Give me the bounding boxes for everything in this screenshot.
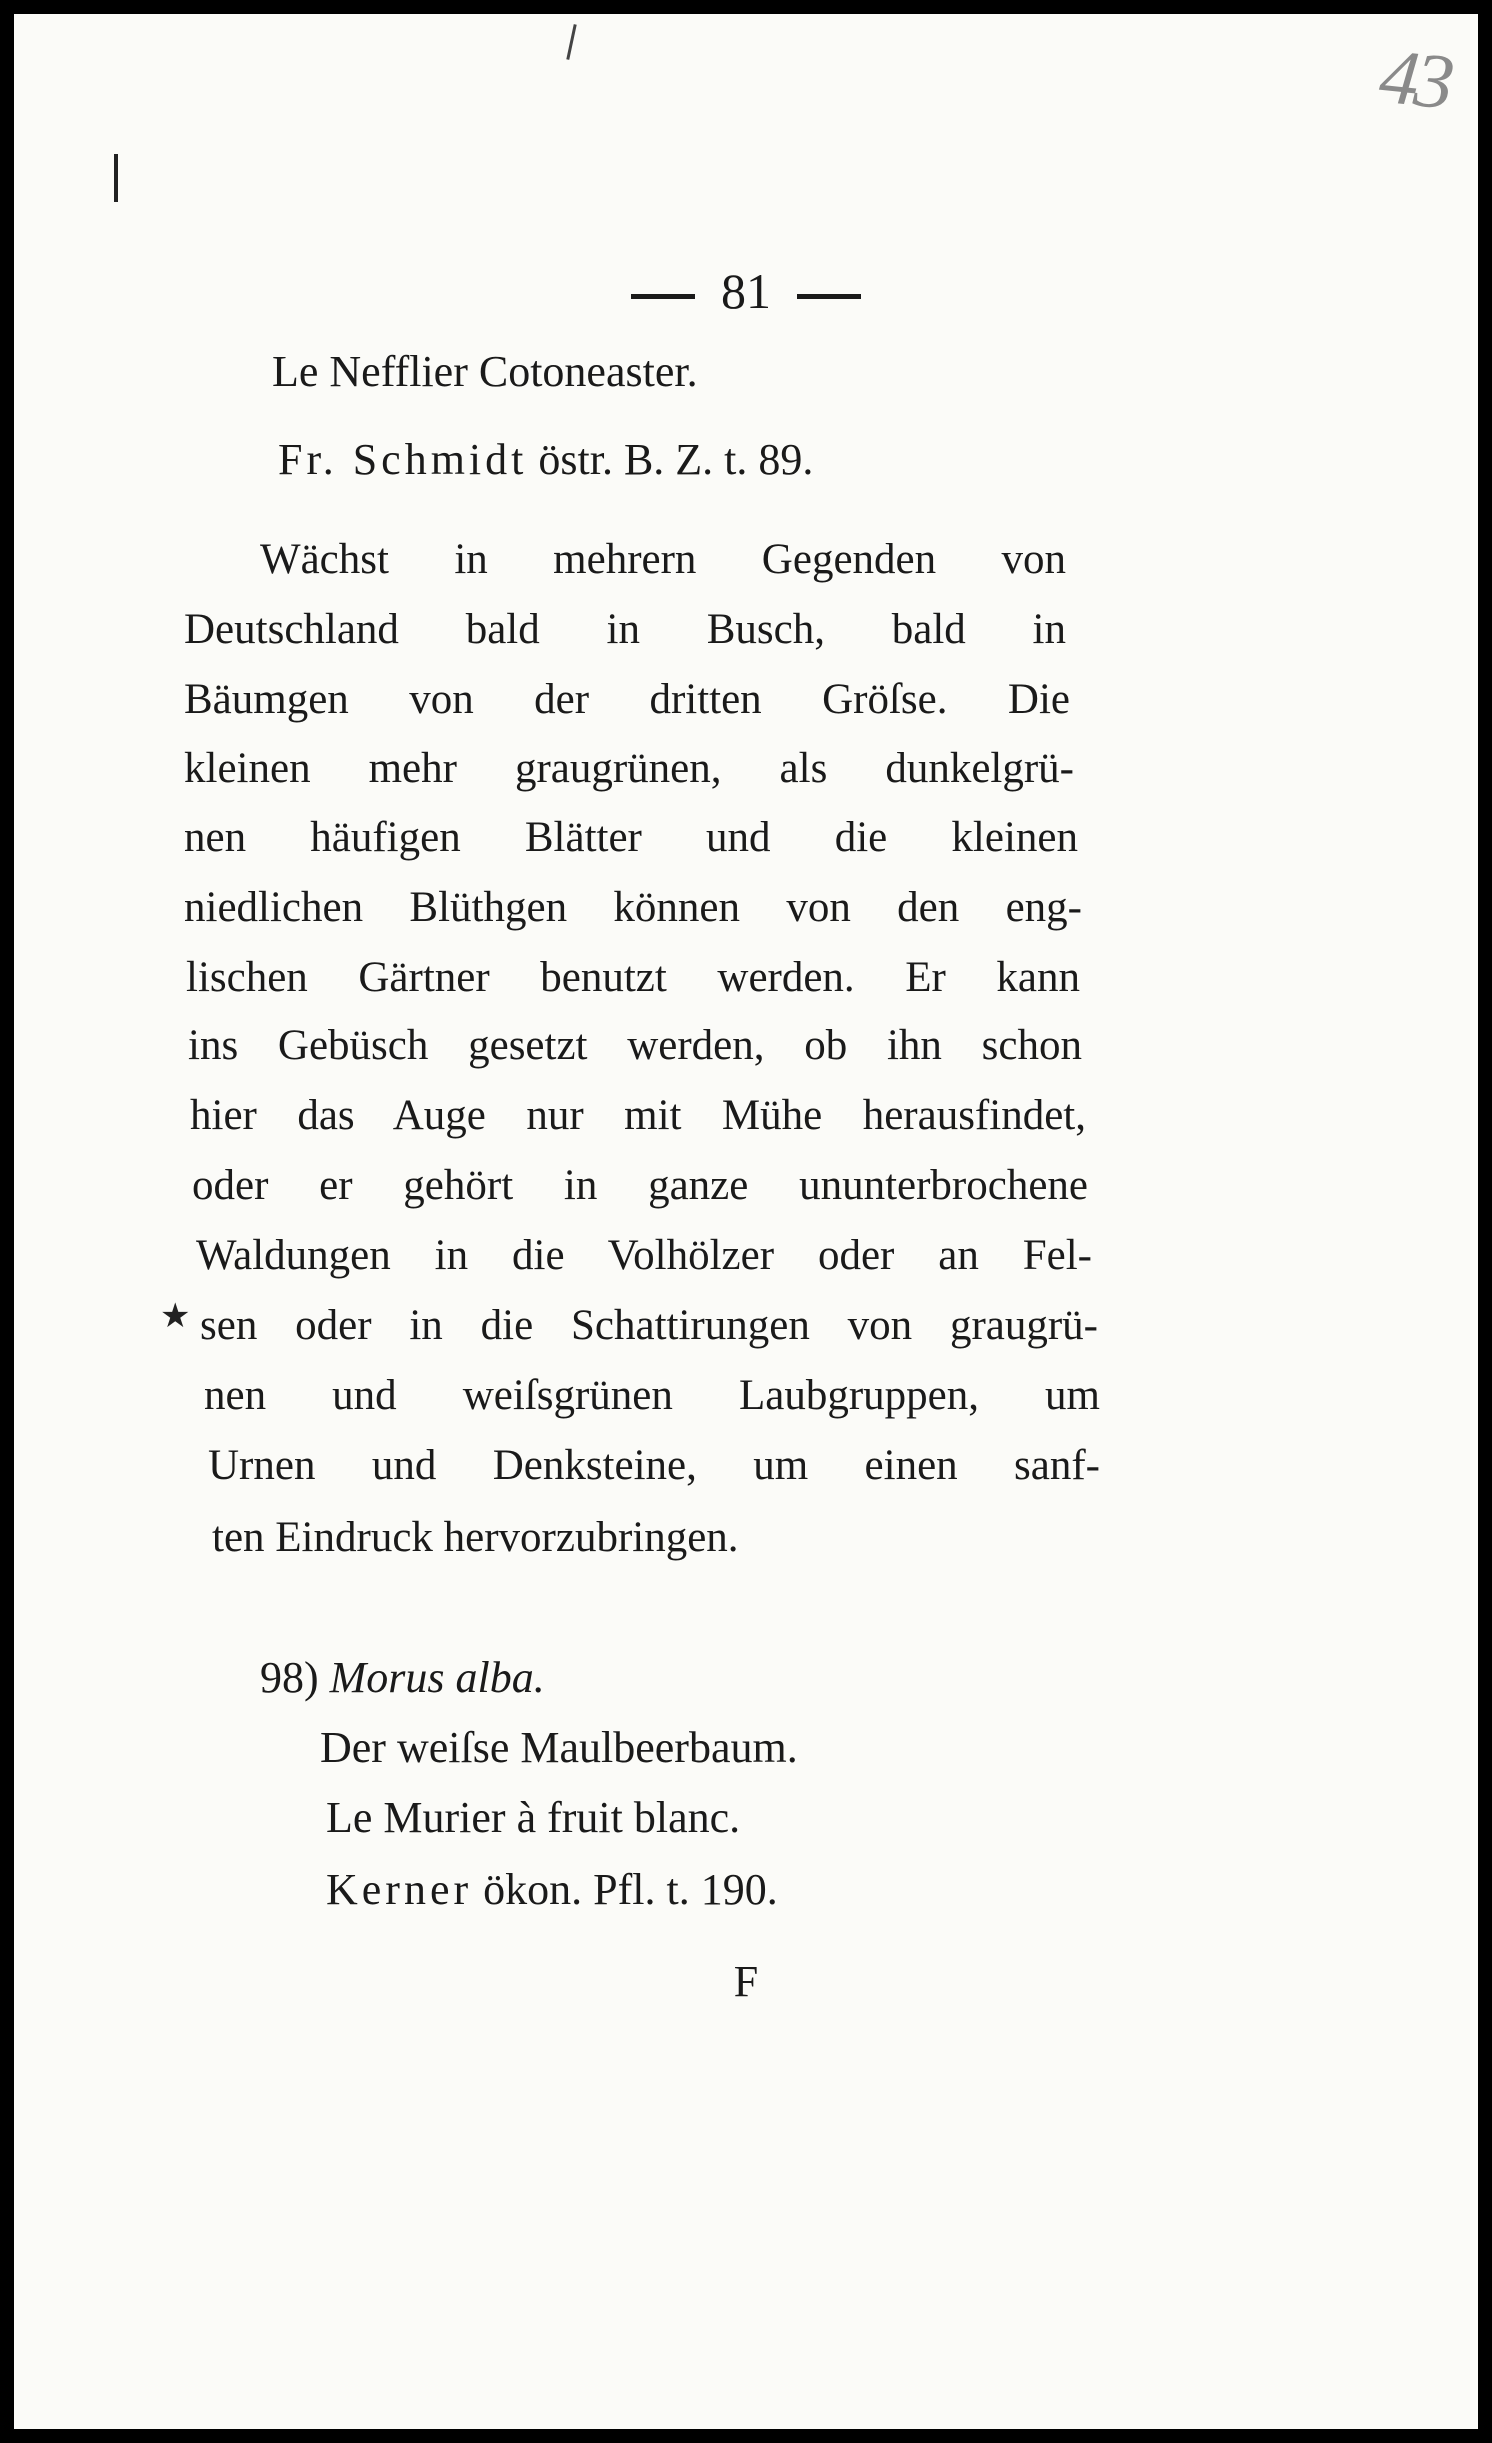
body-line: lischen Gärtner benutzt werden. Er kann — [186, 954, 1080, 1001]
book-page — [14, 14, 1478, 2429]
body-line: ten Eindruck hervorzubringen. — [212, 1514, 739, 1561]
page-header — [14, 262, 1478, 320]
entry-98-reference-rest: ökon. Pfl. t. 190. — [483, 1865, 778, 1914]
entry-98-german-name: Der weiſse Maulbeerbaum. — [320, 1723, 798, 1772]
body-line: Wächst in mehrern Gegenden von — [260, 536, 1066, 583]
entry-97-reference — [278, 435, 814, 484]
body-line: oder er gehört in ganze ununterbrochene — [192, 1162, 1088, 1209]
signature-mark: F — [733, 1957, 759, 2006]
body-line: Deutschland bald in Busch, bald in — [184, 606, 1066, 653]
body-line: hier das Auge nur mit Mühe herausfindet, — [190, 1092, 1086, 1139]
entry-98-french-name: Le Murier à fruit blanc. — [326, 1793, 741, 1842]
entry-97-reference-author: Fr. Schmidt — [278, 435, 528, 484]
body-line: nen und weiſsgrünen Laubgruppen, um — [204, 1372, 1100, 1419]
body-line: Urnen und Denksteine, um einen sanf- — [208, 1442, 1100, 1489]
body-line: nen häufigen Blätter und die kleinen — [184, 814, 1078, 861]
ink-mark — [566, 24, 576, 60]
body-line: Bäumgen von der dritten Gröſse. Die — [184, 676, 1070, 723]
body-line: ins Gebüsch gesetzt werden, ob ihn schon — [188, 1022, 1082, 1069]
body-line: sen oder in die Schattirungen von graugrü- — [200, 1302, 1098, 1349]
body-line: kleinen mehr graugrünen, als dunkelgrü- — [184, 745, 1074, 792]
page-number: 81 — [721, 263, 771, 319]
asterisk-annotation: ★ — [160, 1296, 191, 1336]
body-line: niedlichen Blüthgen können von den eng- — [184, 884, 1082, 931]
entry-98-reference — [326, 1865, 778, 1914]
entry-98-number: 98) — [260, 1653, 319, 1702]
header-dash-right — [797, 294, 861, 299]
pencil-page-number: 43 — [1375, 31, 1455, 126]
header-dash-left — [631, 294, 695, 299]
entry-97-reference-rest: östr. B. Z. t. 89. — [538, 435, 814, 484]
entry-98-reference-author: Kerner — [326, 1865, 473, 1914]
entry-97-french-name: Le Nefflier Cotoneaster. — [272, 347, 698, 396]
body-line: Waldungen in die Volhölzer oder an Fel- — [196, 1232, 1092, 1279]
entry-98-latin-name: Morus alba. — [329, 1653, 545, 1702]
margin-tick — [114, 154, 118, 202]
entry-98-title — [260, 1653, 545, 1702]
